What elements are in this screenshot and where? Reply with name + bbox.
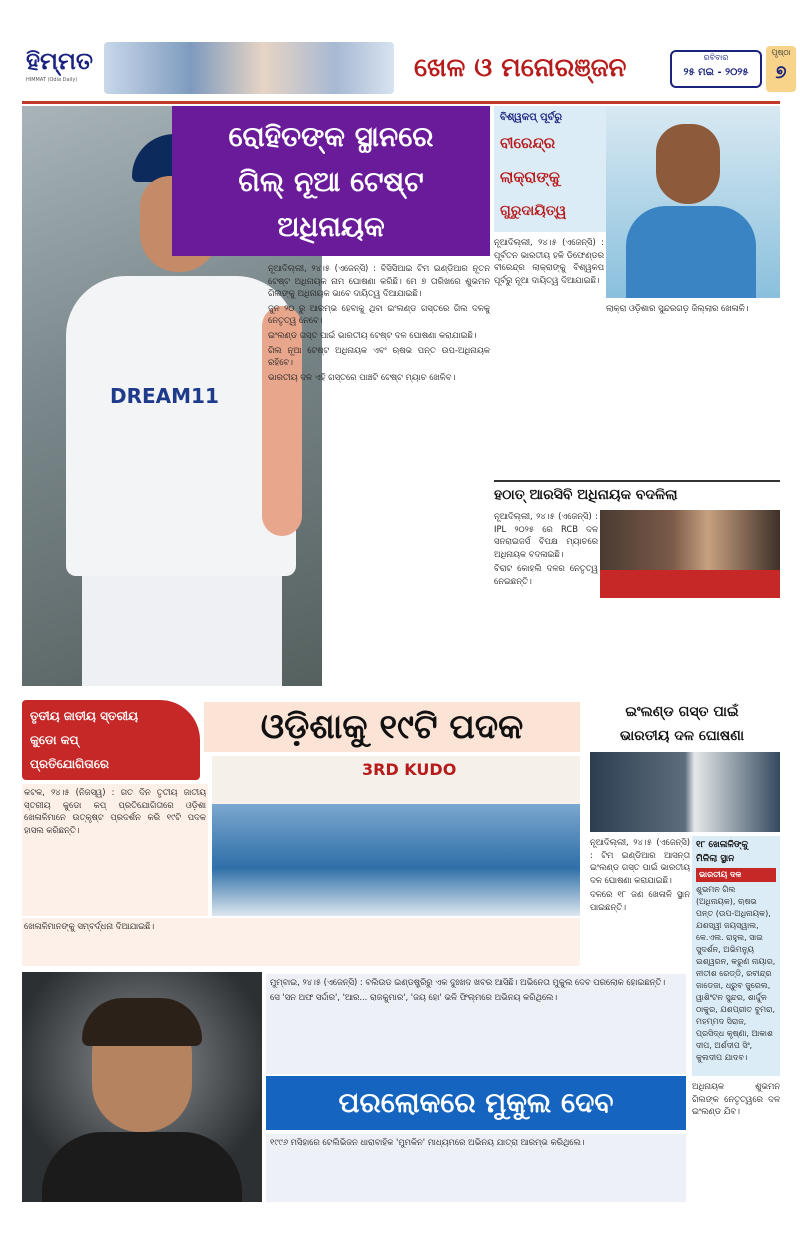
mukul-hair: [82, 998, 202, 1046]
rcb-jersey-band: [600, 570, 780, 598]
kudo-kicker-line: ତୃତୀୟ ଜାତୀୟ ସ୍ତରୀୟ: [30, 709, 139, 723]
lakra-headline-line: ବୀରେନ୍ଦ୍ର: [500, 134, 556, 152]
gill-headline-line: ଅଧିନାୟକ: [277, 210, 385, 243]
lakra-article-col-2: [606, 302, 780, 476]
mukul-article: [266, 974, 686, 1074]
gill-paragraph: ଭାରତୀୟ ଦଳ ଏହି ଗସ୍ତରେ ପାଞ୍ଚଟି ଟେଷ୍ଟ ମ୍ୟାଚ ଖେଳିବ।: [268, 371, 456, 382]
date-box: [670, 50, 762, 88]
squad-headline-line: ଇଂଲଣ୍ଡ ଗସ୍ତ ପାଇଁ: [625, 704, 739, 720]
logo-subtitle: HIMMAT (Odia Daily): [26, 77, 78, 83]
masthead-photo-strip: [104, 42, 394, 94]
lakra-photo: [606, 106, 780, 298]
kudo-kicker-line: ପ୍ରତିଯୋଗିତାରେ: [30, 757, 109, 771]
squad-photo: [590, 752, 780, 832]
page-number: ୭: [775, 62, 787, 83]
section-title: ଖେଳ ଓ ମନୋରଞ୍ଜନ: [414, 53, 627, 83]
kudo-article: [22, 784, 208, 916]
sidebar-label: ଭାରତୀୟ ଦଳ: [696, 868, 776, 882]
mukul-paragraph: ସେ 'ସନ ଅଫ ସର୍ଦ୍ଦାର', 'ଆର... ରାଜକୁମାର', 'ଜୟ ହୋ' ଭଳି ଫିଲ୍ମରେ ଅଭିନୟ କରିଥିଲେ।: [270, 991, 558, 1002]
kudo-kicker-box: [22, 700, 200, 780]
kudo-paragraph: କଟକ, ୨୪।୫ (ନିଜସ୍ୱ) : ଗତ ଦିନ ତୃତୀୟ ଜାତୀୟ ସ୍ତରୀୟ କୁଡୋ କପ୍ ପ୍ରତିଯୋଗିତାରେ ଓଡ଼ିଶା ଖେଳାଳିମାନେ ଉତ୍କୃଷ୍ଟ ପ୍ରଦର୍ଶନ କରି ୧୯ଟି ପଦକ ହାସଲ କରିଛନ୍ତି।: [24, 787, 206, 835]
lakra-paragraph: ଲାକ୍ରା ଓଡ଼ିଶାର ସୁନ୍ଦରଗଡ଼ ଜିଲ୍ଲାର ଖେଳାଳି।: [606, 303, 749, 313]
rcb-photo: [600, 510, 780, 598]
kudo-headline: ଓଡ଼ିଶାକୁ ୧୯ଟି ପଦକ: [204, 702, 580, 752]
squad-sidebar: [692, 836, 780, 1076]
rcb-headline: ହଠାତ୍ ଆରସିବି ଅଧିନାୟକ ବଦଳିଲା: [494, 480, 780, 506]
gill-headline-box: [172, 106, 490, 256]
gill-trousers: [82, 576, 282, 686]
squad-paragraph: ନୂଆଦିଲ୍ଲୀ, ୨୪।୫ (ଏଜେନ୍ସି) : ଟିମ ଇଣ୍ଡିଆର ଆସନ୍ତା ଇଂଲଣ୍ଡ ଗସ୍ତ ପାଇଁ ଭାରତୀୟ ଦଳ ଘୋଷଣା କରାଯାଇଛି।: [590, 837, 690, 885]
logo-text: ହିମ୍ମତ: [26, 46, 94, 75]
gill-paragraph: ଗିଲ ନୂଆ ଟେଷ୍ଟ ଅଧିନାୟକ ଏବଂ ଋଷଭ ପନ୍ତ ଉପ-ଅଧିନାୟକ ରହିବେ।: [268, 344, 490, 368]
mukul-headline: ପରଲୋକରେ ମୁକୁଲ ଦେବ: [338, 1086, 614, 1119]
mukul-headline-box: [266, 1076, 686, 1130]
squad-headline-box: [584, 700, 780, 750]
gill-headline-line: ରୋହିତଙ୍କ ସ୍ଥାନରେ: [228, 120, 434, 153]
rcb-article: [494, 510, 598, 686]
lakra-article-col-1: [494, 236, 604, 476]
kudo-kicker-line: କୁଡୋ କପ୍: [30, 733, 79, 747]
sidebar-title-line: ମିଳିଲା ସ୍ଥାନ: [696, 854, 735, 864]
squad-paragraph: ଦଳରେ ୧୮ ଜଣ ଖେଳାଳି ସ୍ଥାନ ପାଇଛନ୍ତି।: [590, 889, 690, 912]
mukul-paragraph: ମୁମ୍ବାଇ, ୨୪।୫ (ଏଜେନ୍ସି) : ବଲିଉଡ ଇଣ୍ଡଷ୍ଟ୍ରିରୁ ଏକ ଦୁଃଖଦ ଖବର ଆସିଛି। ଅଭିନେତା ମୁକୁଲ ଦେବ ପରଲୋକ ହୋଇଛନ୍ତି।: [270, 977, 666, 987]
sidebar-title-line: ୧୮ ଖେଳାଳିଙ୍କୁ: [696, 840, 749, 850]
kudo-article-bottom: [22, 918, 580, 966]
date-label: ୨୫ ମଇ - ୨୦୨୫: [683, 67, 749, 78]
sidebar-player-list: ଶୁଭମନ ଗିଲ (ଅଧିନାୟକ), ଋଷଭ ପନ୍ତ (ଉପ-ଅଧିନାୟକ), ଯଶସ୍ୱୀ ଜୟସ୍ୱାଲ, କେ.ଏଲ. ରାହୁଲ, ସାଇ ସୁଦର୍ଶନ, ଅଭିମନ୍ୟୁ ଇଶ୍ୱରନ, କରୁଣ ନାୟାର, ନୀତୀଶ ରେଡ୍ଡି, ରବୀନ୍ଦ୍ର ଜାଡେଜା, ଧ୍ରୁବ ଜୁରେଲ, ୱାଶିଂଟନ ସୁନ୍ଦର, ଶାର୍ଦ୍ଦୁଳ ଠାକୁର, ଯଶପ୍ରୀତ ବୁମରା, ମହମ୍ମଦ ସିରାଜ, ପ୍ରସିଦ୍ଧ କୃଷ୍ଣା, ଆକାଶ ଦୀପ, ଅର୍ଶଦୀପ ସିଂ, କୁଲଦୀପ ଯାଦବ।: [696, 885, 776, 1062]
page-label: ପୃଷ୍ଠା: [771, 48, 791, 57]
masthead: [22, 38, 791, 104]
lakra-headline-line: ଲାକ୍ରାଙ୍କୁ: [500, 168, 560, 186]
gill-paragraph: ଜୁନ ୨୦ ରୁ ଆରମ୍ଭ ହେବାକୁ ଥିବା ଇଂଲଣ୍ଡ ଗସ୍ତରେ ଗିଲ ଦଳକୁ ନେତୃତ୍ୱ ନେବେ।: [268, 302, 490, 326]
day-label: ରବିବାର: [703, 53, 729, 62]
mukul-photo: [22, 972, 262, 1202]
gill-paragraph: ଇଂଲଣ୍ଡ ଗସ୍ତ ପାଇଁ ଭାରତୀୟ ଟେଷ୍ଟ ଦଳ ଘୋଷଣା କରାଯାଇଛି।: [268, 329, 477, 340]
masthead-logo: [26, 46, 98, 88]
lakra-headline-line: ଗୁରୁଦାୟିତ୍ୱ: [500, 203, 567, 219]
mukul-jacket: [42, 1132, 242, 1202]
kudo-paragraph: ଖେଳାଳିମାନଙ୍କୁ ସମ୍ବର୍ଦ୍ଧନା ଦିଆଯାଇଛି।: [24, 921, 155, 931]
lakra-paragraph: ନୂଆଦିଲ୍ଲୀ, ୨୪।୫ (ଏଜେନ୍ସି) : ପୂର୍ବତନ ଭାରତୀୟ ହକି ଡିଫେଣ୍ଡର ବୀରେନ୍ଦ୍ର ଲାକ୍ରାଙ୍କୁ ବିଶ୍ୱକପ ପୂର୍ବରୁ ନୂଆ ଦାୟିତ୍ୱ ଦିଆଯାଇଛି।: [494, 237, 604, 285]
mukul-article-bottom: [266, 1134, 686, 1202]
rcb-article-more: [600, 602, 780, 686]
gill-headline-line: ଗିଲ୍ ନୂଆ ଟେଷ୍ଟ: [238, 165, 424, 198]
lakra-kicker: ବିଶ୍ୱକପ୍ ପୂର୍ବରୁ: [500, 112, 563, 123]
squad-headline-line: ଭାରତୀୟ ଦଳ ଘୋଷଣା: [619, 728, 745, 744]
kudo-photo: [212, 756, 580, 916]
lakra-face: [656, 124, 720, 204]
kudo-banner: 3RD KUDO: [362, 760, 457, 779]
rcb-paragraph: ବିରାଟ କୋହଲି ଦଳର ନେତୃତ୍ୱ ନେଇଛନ୍ତି।: [494, 563, 598, 586]
lakra-shirt: [626, 206, 756, 298]
page-badge: [766, 46, 796, 92]
mukul-paragraph: ୧୯୯୬ ମସିହାରେ ଟେଲିଭିଜନ ଧାରାବାହିକ 'ମୁମକିନ' ମାଧ୍ୟମରେ ଅଭିନୟ ଯାତ୍ରା ଆରମ୍ଭ କରିଥିଲେ।: [270, 1137, 585, 1147]
gill-paragraph: ନୂଆଦିଲ୍ଲୀ, ୨୪।୫ (ଏଜେନ୍ସି) : ବିସିସିଆଇ ଟିମ ଇଣ୍ଡିଆର ନୂତନ ଟେଷ୍ଟ ଅଧିନାୟକ ନାମ ଘୋଷଣା କରିଛି। ମେ ୭ ତାରିଖରେ ଶୁଭମନ ଗିଲଙ୍କୁ ଅଧିନାୟକ ଭାବେ ଦାୟିତ୍ୱ ଦିଆଯାଇଛି।: [268, 263, 490, 299]
rcb-paragraph: ନୂଆଦିଲ୍ଲୀ, ୨୪।୫ (ଏଜେନ୍ସି) : IPL ୨୦୨୫ ରେ RCB ଦଳ ସନରାଇଜର୍ସ ବିପକ୍ଷ ମ୍ୟାଚରେ ଅଧିନାୟକ ବଦଳାଇଛି।: [494, 511, 598, 559]
squad-paragraph: ଅଧିନାୟକ ଶୁଭମନ ଗିଲଙ୍କ ନେତୃତ୍ୱରେ ଦଳ ଇଂଲଣ୍ଡ ଯିବ।: [692, 1081, 780, 1117]
gill-article: [268, 262, 490, 686]
jersey-sponsor: DREAM11: [110, 384, 219, 408]
lakra-headline-box: [494, 106, 606, 232]
squad-article-more: [692, 1080, 780, 1200]
